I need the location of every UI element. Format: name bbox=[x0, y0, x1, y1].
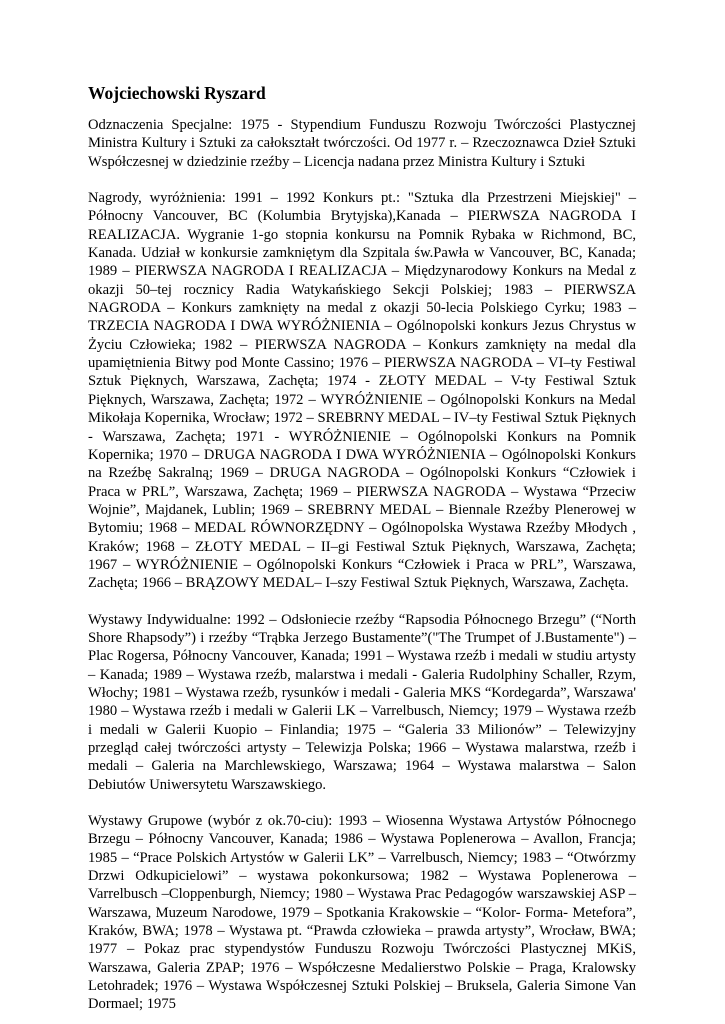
paragraph-special-awards: Odznaczenia Specjalne: 1975 - Stypendium Funduszu Rozwoju Twórczości Plastycznej Ministra Kultury i Sztuki za całokształt twórczości. Od 1977 r. – Rzeczoznawca Dzieł Sztuki Współczesnej w dziedzinie rzeźby – Licencja nadana przez Ministra Kultury i Sztuki bbox=[88, 117, 636, 170]
paragraph-group-exhibitions: Wystawy Grupowe (wybór z ok.70-ciu): 1993 – Wiosenna Wystawa Artystów Północnego Brzegu – Północny Vancouver, Kanada; 1986 – Wystawa Poplenerowa – Avallon, Francja; 1985 – “Prace Polskich Artystów w Galerii LK” – Varrelbusch, Niemcy; 1983 – “Otwórzmy Drzwi Odkupicielowi” – wystawa pokonkursowa; 1982 – Wystawa Poplenerowa – Varrelbusch –Cloppenburgh, Niemcy; 1980 – Wystawa Prac Pedagogów warszawskiej ASP – Warszawa, Muzeum Narodowe, 1979 – Spotkania Krakowskie – “Kolor- Forma- Metefora”, Kraków, BWA; 1978 – Wystawa pt. “Prawda człowieka – prawda artysty”, Wrocław, BWA; 1977 – Pokaz prac stypendystów Funduszu Rozwoju Twórczości Plastycznej MKiS, Warszawa, Galeria ZPAP; 1976 – Współczesne Medalierstwo Polskie – Praga, Kralowsky Letohradek; 1976 – Wystawa Współczesnej Sztuki Polskiej – Bruksela, Galeria Simone Van Dormael; 1975 bbox=[88, 813, 636, 1013]
document-title: Wojciechowski Ryszard bbox=[88, 83, 266, 103]
paragraph-prizes: Nagrody, wyróżnienia: 1991 – 1992 Konkurs pt.: "Sztuka dla Przestrzeni Miejskiej" – Północny Vancouver, BC (Kolumbia Brytyjska),Kanada – PIERWSZA NAGRODA I REALIZACJA. Wygranie 1-go stopnia konkursu na Pomnik Rybaka w Richmond, BC, Kanada. Udział w konkursie zamkniętym dla Szpitala św.Pawła w Vancouver, BC, Kanada; 1989 – PIERWSZA NAGRODA I REALIZACJA – Międzynarodowy Konkurs na Medal z okazji 50–tej rocznicy Radia Watykańskiego Sekcji Polskiej; 1983 – PIERWSZA NAGRODA – Konkurs zamknięty na medal z okazji 50-lecia Polskiego Cyrku; 1983 – TRZECIA NAGRODA I DWA WYRÓŻNIENIA – Ogólnopolski konkurs Jezus Chrystus w Życiu Człowieka; 1982 – PIERWSZA NAGRODA – Konkurs zamknięty na medal dla upamiętnienia Bitwy pod Monte Cassino; 1976 – PIERWSZA NAGRODA – VI–ty Festiwal Sztuk Pięknych, Warszawa, Zachęta; 1974 - ZŁOTY MEDAL – V-ty Festiwal Sztuk Pięknych, Warszawa, Zachęta; 1972 – WYRÓŻNIENIE – Ogólnopolski Konkurs na Medal Mikołaja Kopernika, Wrocław; 1972 – SREBRNY MEDAL – IV–ty Festiwal Sztuk Pięknych - Warszawa, Zachęta; 1971 - WYRÓŻNIENIE – Ogólnopolski Konkurs na Pomnik Kopernika; 1970 – DRUGA NAGRODA I DWA WYRÓŻNIENIA – Ogólnopolski Konkurs na Rzeźbę Sakralną; 1969 – DRUGA NAGRODA – Ogólnopolski Konkurs “Człowiek i Praca w PRL”, Warszawa, Zachęta; 1969 – PIERWSZA NAGRODA – Wystawa “Przeciw Wojnie”, Majdanek, Lublin; 1969 – SREBRNY MEDAL – Biennale Rzeźby Plenerowej w Bytomiu; 1968 – MEDAL RÓWNORZĘDNY – Ogólnopolska Wystawa Rzeźby Młodych , Kraków; 1968 – ZŁOTY MEDAL – II–gi Festiwal Sztuk Pięknych, Warszawa, Zachęta; 1967 – WYRÓŻNIENIE – Ogólnopolski Konkurs “Człowiek i Praca w PRL”, Warszawa, Zachęta; 1966 – BRĄZOWY MEDAL– I–szy Festiwal Sztuk Pięknych, Warszawa, Zachęta. bbox=[88, 190, 636, 592]
paragraph-solo-exhibitions: Wystawy Indywidualne: 1992 – Odsłoniecie rzeźby “Rapsodia Północnego Brzegu” (“North Shore Rhapsody”) i rzeźby “Trąbka Jerzego Bustamente”("The Trumpet of J.Bustamente") – Plac Rogersa, Północny Vancouver, Kanada; 1991 – Wystawa rzeźb i medali w studiu artysty – Kanada; 1989 – Wystawa rzeźb, malarstwa i medali - Galeria Rudolphiny Schaller, Rzym, Włochy; 1981 – Wystawa rzeźb, rysunków i medali - Galeria MKS “Kordegarda”, Warszawa' 1980 – Wystawa rzeźb i medali w Galerii LK – Varrelbusch, Niemcy; 1979 – Wystawa rzeźb i medali w Galerii Kuopio – Finlandia; 1975 – “Galeria 33 Milionów” – Telewizyjny przegląd całej twórczości artysty – Telewizja Polska; 1966 – Wystawa malarstwa, rzeźb i medali – Galeria na Marchlewskiego, Warszawa; 1964 – Wystawa malarstwa – Salon Debiutów Uniwersytetu Warszawskiego. bbox=[88, 611, 636, 793]
document-body bbox=[88, 82, 636, 1024]
